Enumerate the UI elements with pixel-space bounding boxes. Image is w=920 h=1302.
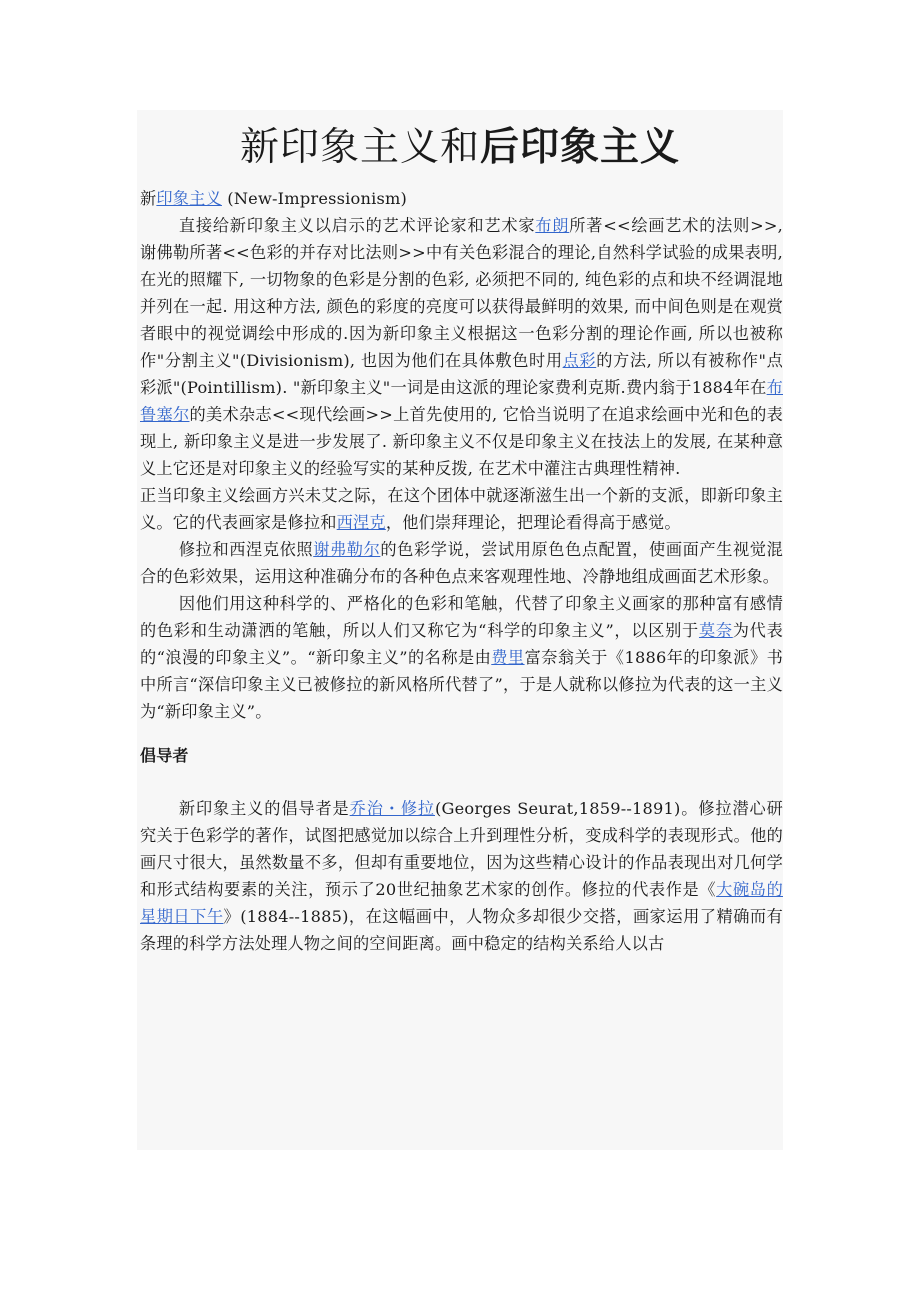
grande-jatte-link[interactable]: 大碗岛的星期日下午 [140, 880, 783, 926]
chevreul-link[interactable]: 谢弗勒尔 [313, 540, 381, 559]
title-part-2: 后印象主义 [480, 125, 681, 170]
paragraph-seurat [140, 795, 783, 957]
signac-link[interactable]: 西涅克 [336, 513, 386, 532]
para1-text-2: 所著<<绘画艺术的法则>>, 谢佛勒所著<<色彩的并存对比法则>>中有关色彩混合的理论,自然科学试验的成果表明, 在光的照耀下, 一切物象的色彩是分割的色彩, 必须把不同的, 纯色彩的点和块不经调混地并列在一起. 用这种方法, 颜色的彩度的亮度可以获得最鲜明的效果, 而中间色则是在观赏者眼中的视觉调绘中形成的.因为新印象主义根据这一色彩分割的理论作画, 所以也被称作"分割主义"(Divisionism), 也因为他们在具体敷色时用 [140, 216, 783, 370]
para1-text-4: 的美术杂志<<现代绘画>>上首先使用的, 它恰当说明了在追求绘画中光和色的表现上, 新印象主义是进一步发展了. 新印象主义不仅是印象主义在技法上的发展, 在某种意义上它还是对印象主义的经验写实的某种反拨, 在艺术中灌注古典理性精神. [140, 405, 783, 478]
paragraph-theory [140, 212, 783, 482]
seurat-link[interactable]: 乔治・修拉 [349, 799, 435, 818]
para5-text-1: 新印象主义的倡导者是 [178, 799, 350, 818]
brussels-link[interactable]: 布鲁塞尔 [140, 378, 783, 424]
para3-text-2: 的色彩学说，尝试用原色色点配置，使画面产生视觉混合的色彩效果，运用这种准确分布的各种色点来客观理性地、冷静地组成画面艺术形象。 [140, 540, 783, 586]
para1-text-1: 直接给新印象主义以启示的艺术评论家和艺术家 [178, 216, 536, 235]
para5-text-2: (Georges Seurat,1859--1891)。修拉潜心研究关于色彩学的著作，试图把感觉加以综合上升到理性分析，变成科学的表现形式。他的画尺寸很大，虽然数量不多，但却有重要地位，因为这些精心设计的作品表现出对几何学和形式结构要素的关注，预示了20世纪抽象艺术家的创作。修拉的代表作是《 [140, 799, 783, 899]
para1-text-3: 的方法, 所以有被称作"点彩派"(Pointillism). "新印象主义"一词是由这派的理论家费利克斯.费内翁于1884年在 [140, 351, 783, 397]
intro-prefix: 新 [140, 189, 157, 208]
para5-text-3: 》(1884--1885)，在这幅画中，人物众多却很少交搭，画家运用了精确而有条理的科学方法处理人物之间的空间距离。画中稳定的结构关系给人以古 [140, 907, 783, 953]
para2-text-1: 正当印象主义绘画方兴未艾之际，在这个团体中就逐渐滋生出一个新的支派，即新印象主义。它的代表画家是修拉和 [140, 486, 783, 532]
monet-link[interactable]: 莫奈 [698, 621, 733, 640]
pointillism-link[interactable]: 点彩 [562, 351, 597, 370]
fenelon-link[interactable]: 费里 [491, 648, 525, 667]
intro-line [140, 185, 783, 212]
intro-suffix: (New-Impressionism) [221, 189, 408, 208]
para3-text-1: 修拉和西涅克依照 [178, 540, 314, 559]
paragraph-method [140, 536, 783, 590]
brown-link[interactable]: 布朗 [535, 216, 570, 235]
impressionism-link[interactable]: 印象主义 [156, 189, 222, 208]
para2-text-2: ，他们崇拜理论，把理论看得高于感觉。 [385, 513, 681, 532]
para4-text-2: 为代表的“浪漫的印象主义”。“新印象主义”的名称是由 [140, 621, 783, 667]
para4-text-1: 因他们用这种科学的、严格化的色彩和笔触，代替了印象主义画家的那种富有感情的色彩和生动潇洒的笔触，所以人们又称它为“科学的印象主义”，以区别于 [140, 594, 783, 640]
paragraph-origin [140, 482, 783, 536]
title-part-1: 新印象主义和 [239, 125, 480, 170]
document-page [137, 110, 783, 1150]
article-body [140, 185, 783, 957]
section-heading-advocate: 倡导者 [140, 746, 189, 765]
para4-text-3: 富奈翁关于《1886年的印象派》书中所言“深信印象主义已被修拉的新风格所代替了”，于是人就称以修拉为代表的这一主义为“新印象主义”。 [140, 648, 783, 721]
page-title [137, 124, 783, 172]
paragraph-naming [140, 590, 783, 725]
